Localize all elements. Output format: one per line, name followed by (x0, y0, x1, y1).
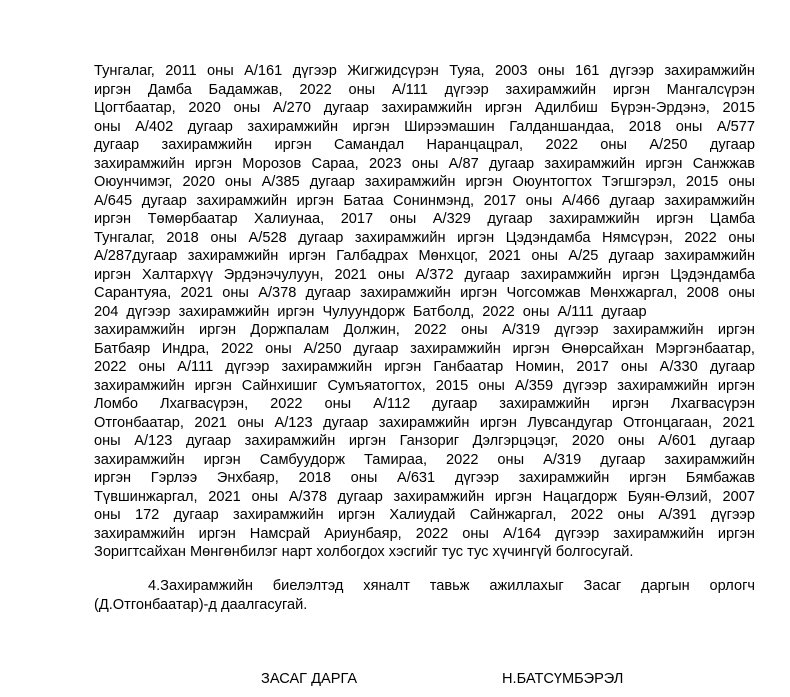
text-line: захирамжийн иргэн Сайнхишиг Сумъяатогтох, 2015 оны А/359 дүгээр захирамжийн иргэн (94, 377, 755, 394)
text-line: А/645 дугаар захирамжийн иргэн Батаа Сонинмэнд, 2017 оны А/466 дугаар захирамжийн (94, 192, 755, 209)
clause-4-paragraph (94, 577, 755, 614)
text-line: Батбаяр Индра, 2022 оны А/250 дугаар захирамжийн иргэн Өнөрсайхан Мэргэнбаатар, (94, 340, 755, 357)
signature-name: Н.БАТСҮМБЭРЭЛ (502, 671, 624, 687)
text-line: оны А/402 дугаар захирамжийн иргэн Ширээмашин Галданшандаа, 2018 оны А/577 (94, 118, 755, 135)
text-line: иргэн Дамба Бадамжав, 2022 оны А/111 дүгээр захирамжийн иргэн Мангалсүрэн (94, 81, 755, 98)
text-line: 4.Захирамжийн биелэлтэд хяналт тавьж ажиллахыг Засаг даргын орлогч (148, 578, 755, 594)
text-line: 2022 оны А/111 дүгээр захирамжийн иргэн Ганбаатар Номин, 2017 оны А/330 дугаар (94, 359, 755, 375)
text-line: оны А/123 дугаар захирамжийн иргэн Ганзориг Дэлгэрцэцэг, 2020 оны А/601 дугаар (94, 433, 755, 449)
text-line: захирамжийн иргэн Самбуудорж Тамираа, 2022 оны А/319 дугаар захирамжийн (94, 451, 755, 468)
text-line: Оюунчимэг, 2020 оны А/385 дугаар захирамжийн иргэн Оюунтогтох Тэгшгэрэл, 2015 оны (94, 174, 755, 190)
text-line: захирамжийн иргэн Морозов Сараа, 2023 оны А/87 дугаар захирамжийн иргэн Санжжав (94, 155, 755, 172)
text-line: Сарантуяа, 2021 оны А/378 дугаар захирамжийн иргэн Чогсомжав Мөнхжаргал, 2008 оны (94, 285, 755, 301)
text-line: Ломбо Лхагвасүрэн, 2022 оны А/112 дугаар захирамжийн иргэн Лхагвасүрэн (94, 396, 755, 412)
text-line: захирамжийн иргэн Доржпалам Должин, 2022 оны А/319 дүгээр захирамжийн иргэн (94, 322, 755, 338)
text-line: иргэн Халтархүү Эрдэнэчулуун, 2021 оны А/372 дугаар захирамжийн иргэн Цэдэндамба (94, 266, 755, 283)
text-line: Отгонбаатар, 2021 оны А/123 дугаар захирамжийн иргэн Лувсандугар Отгонцагаан, 2021 (94, 414, 755, 431)
signature-title: ЗАСАГ ДАРГА (261, 671, 358, 687)
text-line: иргэн Төмөрбаатар Халиунаа, 2017 оны А/329 дугаар захирамжийн иргэн Цамба (94, 211, 755, 227)
text-line: Тунгалаг, 2018 оны А/528 дугаар захирамжийн иргэн Цэдэндамба Нямсүрэн, 2022 оны (94, 229, 755, 246)
text-line: Цогтбаатар, 2020 оны А/270 дугаар захирамжийн иргэн Адилбиш Бүрэн-Эрдэнэ, 2015 (94, 100, 755, 116)
text-line: иргэн Гэрлээ Энхбаяр, 2018 оны А/631 дүгээр захирамжийн иргэн Бямбажав (94, 470, 755, 486)
text-line: Зоригтсайхан Мөнгөнбилэг нарт холбогдох хэсгийг тус тус хүчингүй болгосугай. (94, 544, 634, 560)
text-line: оны 172 дугаар захирамжийн иргэн Халиудай Сайнжаргал, 2022 оны А/391 дүгээр (94, 507, 755, 523)
text-line: дугаар захирамжийн иргэн Самандал Наранцацрал, 2022 оны А/250 дугаар (94, 137, 755, 153)
decree-list-paragraph (94, 62, 755, 562)
text-line: 204 дүгээр захирамжийн иргэн Чулуундорж Батболд, 2022 оны А/111 дугаар (94, 303, 647, 320)
text-line: захирамжийн иргэн Намсрай Ариунбаяр, 2022 оны А/164 дүгээр захирамжийн иргэн (94, 525, 755, 542)
text-line: А/287дугаар захирамжийн иргэн Галбадрах Мөнхцог, 2021 оны А/25 дугаар захирамжийн (94, 248, 755, 264)
text-line: Тунгалаг, 2011 оны А/161 дүгээр Жигжидсүрэн Туяа, 2003 оны 161 дүгээр захирамжийн (94, 63, 755, 79)
text-line: Түвшинжаргал, 2021 оны А/378 дугаар захирамжийн иргэн Нацагдорж Буян-Өлзий, 2007 (94, 488, 755, 505)
text-line: (Д.Отгонбаатар)-д даалгасугай. (94, 596, 308, 613)
